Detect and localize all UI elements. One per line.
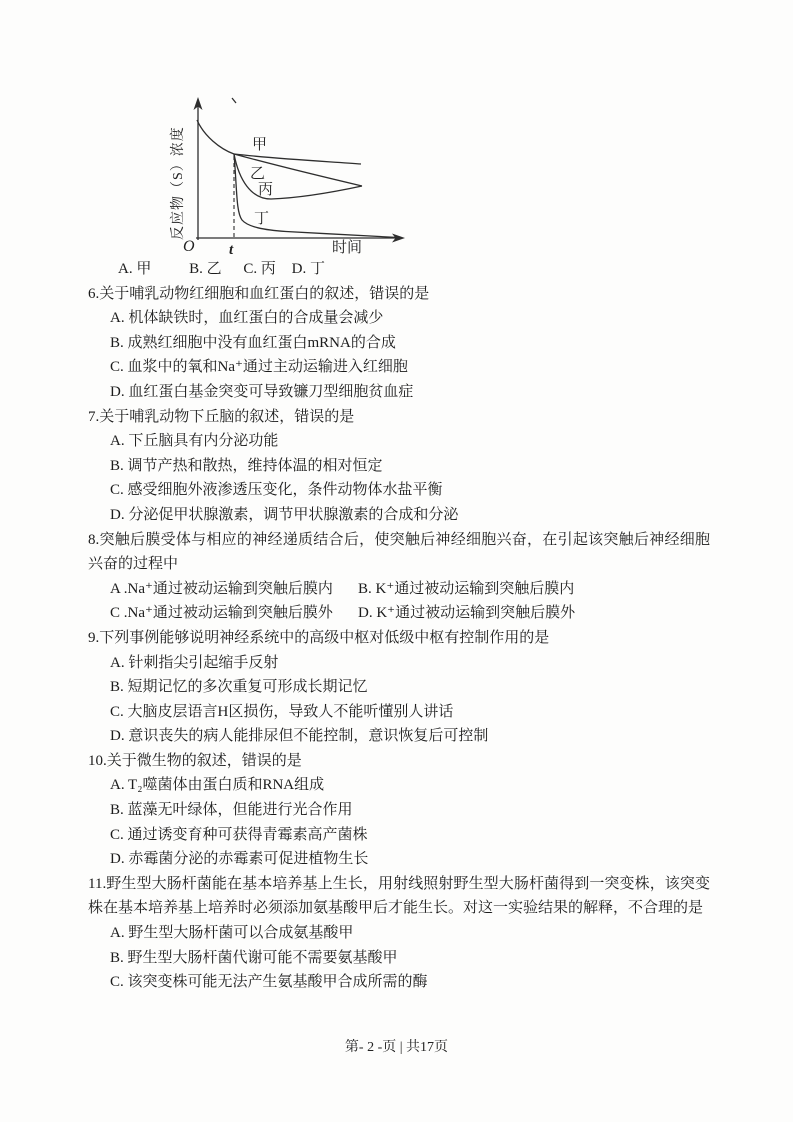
curve-initial-segment — [197, 120, 234, 154]
curve-label-ding: 丁 — [254, 211, 270, 227]
page-footer: 第- 2 -页 | 共17页 — [344, 1040, 449, 1055]
option-item: C. 血浆中的氧和Na⁺通过主动运输进入红细胞 — [110, 359, 408, 376]
question-block-7 — [88, 405, 710, 528]
question-stem: 11.野生型大肠杆菌能在基本培养基上生长，用射线照射野生型大肠杆菌得到一突变株，该突变株在基本培养基上培养时必须添加氨基酸甲后才能生长。对这一实验结果的解释，不合理的是 — [88, 875, 710, 917]
y-axis-label: 反应物（S）浓度 — [171, 126, 186, 240]
answer-options-row — [88, 257, 710, 282]
option-item: B. 短期记忆的多次重复可形成长期记忆 — [110, 679, 368, 696]
option-item: D. 血红蛋白基金突变可导致镰刀型细胞贫血症 — [110, 383, 414, 400]
option-item: B. 蓝藻无叶绿体，但能进行光合作用 — [110, 802, 353, 819]
option-item: A. 野生型大肠杆菌可以合成氨基酸甲 — [110, 925, 354, 942]
question-block-10 — [88, 749, 710, 872]
option-item: C. 感受细胞外液渗透压变化，条件动物体水盐平衡 — [110, 482, 443, 499]
option-item: A .Na⁺通过被动运输到突触后膜内 — [110, 580, 333, 597]
option-item: C .Na⁺通过被动运输到突触后膜外 — [110, 605, 333, 622]
option-item: D. K⁺通过被动运输到突触后膜外 — [358, 605, 576, 622]
option-item: D. 意识丧失的病人能排尿但不能控制，意识恢复后可控制 — [110, 728, 489, 745]
question-stem: 10.关于微生物的叙述，错误的是 — [88, 752, 302, 769]
scan-artifact-mark — [232, 98, 236, 103]
option-item: A. 机体缺铁时，血红蛋白的合成量会减少 — [110, 310, 384, 327]
option-c: C. 丙 — [243, 261, 276, 277]
question-block-8 — [88, 528, 710, 626]
option-item: C. 通过诱变育种可获得青霉素高产菌株 — [110, 826, 368, 843]
curve-label-jia: 甲 — [252, 137, 268, 153]
time-tick-label: t — [229, 242, 234, 258]
question-stem: 9.下列事例能够说明神经系统中的高级中枢对低级中枢有控制作用的是 — [88, 629, 550, 646]
option-b: B. 乙 — [189, 261, 222, 277]
option-item: B. 调节产热和散热，维持体温的相对恒定 — [110, 457, 383, 474]
question-stem: 6.关于哺乳动物红细胞和血红蛋白的叙述，错误的是 — [88, 285, 430, 302]
option-item: A. 针刺指尖引起缩手反射 — [110, 654, 279, 671]
question-block-6 — [88, 282, 710, 405]
option-item: B. 成熟红细胞中没有血红蛋白mRNA的合成 — [110, 334, 396, 351]
question-block-9 — [88, 626, 710, 749]
question-column — [88, 257, 710, 995]
option-row — [88, 577, 710, 602]
option-item: D. 赤霉菌分泌的赤霉素可促进植物生长 — [110, 851, 369, 868]
curve-label-yi: 乙 — [250, 166, 266, 182]
x-axis-label: 时间 — [332, 240, 363, 256]
option-item: A. 下丘脑具有内分泌功能 — [110, 433, 279, 450]
option-item: B. 野生型大肠杆菌代谢可能不需要氨基酸甲 — [110, 949, 398, 966]
curve-label-bing: 丙 — [258, 182, 274, 198]
option-item: C. 该突变株可能无法产生氨基酸甲合成所需的酶 — [110, 974, 428, 991]
question-block-11 — [88, 872, 710, 995]
reaction-curve-figure — [148, 90, 428, 268]
option-row — [88, 601, 710, 626]
reaction-curve-chart — [148, 90, 428, 268]
option-item: D. 分泌促甲状腺激素，调节甲状腺激素的合成和分泌 — [110, 506, 459, 523]
option-a: A. 甲 — [118, 261, 152, 277]
option-item: A. T₂噬菌体由蛋白质和RNA组成 — [110, 777, 325, 794]
question-stem: 8.突触后膜受体与相应的神经递质结合后，使突触后神经细胞兴奋，在引起该突触后神经细胞兴奋的过程中 — [88, 531, 710, 573]
option-d: D. 丁 — [291, 261, 325, 277]
question-stem: 7.关于哺乳动物下丘脑的叙述，错误的是 — [88, 408, 355, 425]
origin-label: O — [183, 238, 195, 255]
option-item: C. 大脑皮层语言H区损伤，导致人不能听懂别人讲话 — [110, 703, 454, 720]
option-item: B. K⁺通过被动运输到突触后膜内 — [358, 580, 575, 597]
